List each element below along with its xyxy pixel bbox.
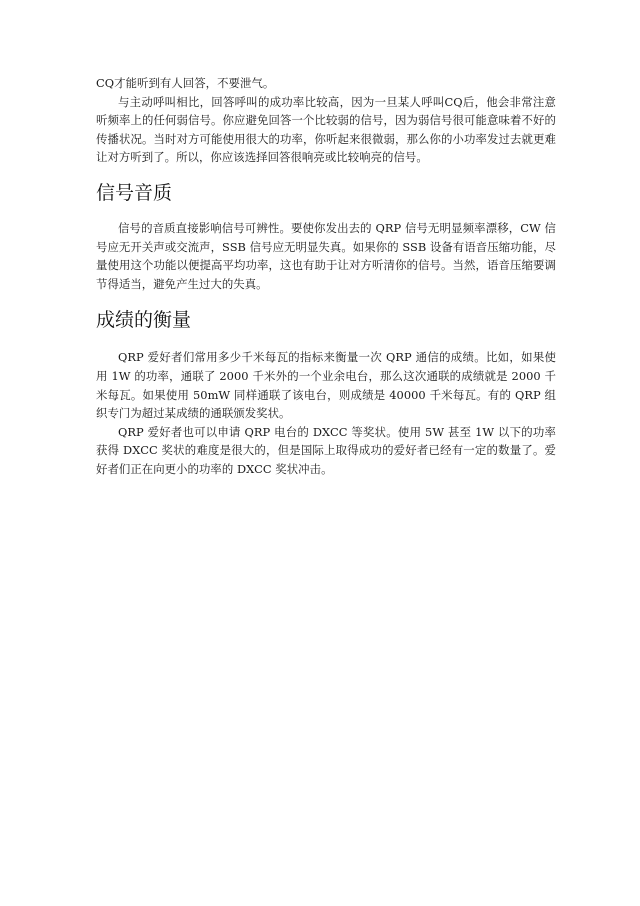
km-per-watt-paragraph: QRP 爱好者们常用多少千米每瓦的指标来衡量一次 QRP 通信的成绩。比如，如果使用 1W 的功率，通联了 2000 千米外的一个业余电台，那么这次通联的成绩就是 2000 千米每瓦。如果使用 50mW 同样通联了该电台，则成绩是 40000 千米每瓦。有的 QRP 组织专门为超过某成绩的通联颁发奖状。 bbox=[96, 350, 556, 421]
continuation-paragraph: CQ才能听到有人回答，不要泄气。 bbox=[96, 76, 275, 90]
document-page bbox=[96, 74, 556, 479]
performance-measure-heading: 成绩的衡量 bbox=[96, 309, 192, 332]
section-signal-quality bbox=[96, 181, 556, 293]
section-performance-measure bbox=[96, 308, 556, 478]
dxcc-award-paragraph: QRP 爱好者也可以申请 QRP 电台的 DXCC 等奖状。使用 5W 甚至 1W 以下的功率获得 DXCC 奖状的难度是很大的，但是国际上取得成功的爱好者已经有一定的数量了。爱好者们正在向更小的功率的 DXCC 奖状冲击。 bbox=[96, 424, 556, 476]
answering-calls-paragraph: 与主动呼叫相比，回答呼叫的成功率比较高，因为一旦某人呼叫CQ后，他会非常注意听频率上的任何弱信号。你应避免回答一个比较弱的信号，因为弱信号很可能意味着不好的传播状况。当时对方可能使用很大的功率，你听起来很微弱，那么你的小功率发过去就更难让对方听到了。所以，你应该选择回答很响亮或比较响亮的信号。 bbox=[96, 94, 556, 165]
signal-quality-heading: 信号音质 bbox=[96, 181, 173, 204]
signal-quality-paragraph: 信号的音质直接影响信号可辨性。要使你发出去的 QRP 信号无明显频率漂移，CW 信号应无开关声或交流声，SSB 信号应无明显失真。如果你的 SSB 设备有语音压缩功能，尽量使用这个功能以便提高平均功率，这也有助于让对方听清你的信号。当然，语音压缩要调节得适当，避免产生过大的失真。 bbox=[96, 220, 556, 291]
section-answering-cq bbox=[96, 74, 556, 167]
